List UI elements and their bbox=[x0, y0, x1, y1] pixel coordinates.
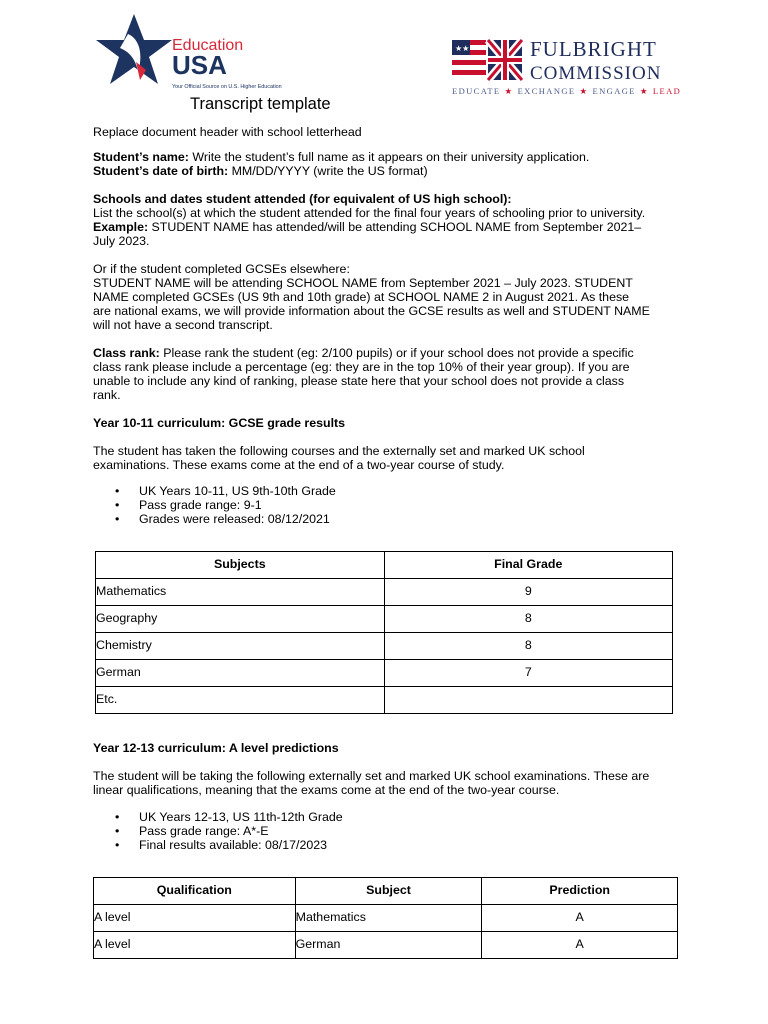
alt-line: will not have a second transcript. bbox=[93, 318, 273, 332]
alevel-desc-line: linear qualifications, meaning that the exams come at the end of the two-year course. bbox=[93, 783, 560, 797]
schools-heading: Schools and dates student attended (for equivalent of US high school): bbox=[93, 192, 512, 206]
example-line1: STUDENT NAME has attended/will be attending SCHOOL NAME from September 2021– bbox=[148, 220, 642, 234]
uk-flag-icon bbox=[488, 40, 522, 80]
example-line2: July 2023. bbox=[93, 234, 150, 248]
document-title: Transcript template bbox=[190, 95, 331, 113]
table-row bbox=[96, 579, 673, 606]
table-row bbox=[94, 932, 678, 959]
gcse-bullets bbox=[93, 484, 678, 526]
table-cell: A level bbox=[94, 905, 296, 932]
list-item: • Pass grade range: A*-E bbox=[93, 824, 678, 838]
list-item: • Final results available: 08/17/2023 bbox=[93, 838, 678, 852]
table-cell: Chemistry bbox=[96, 633, 385, 660]
intro-text: Replace document header with school letterhead bbox=[93, 125, 362, 139]
gcse-heading: Year 10-11 curriculum: GCSE grade results bbox=[93, 416, 346, 430]
edu-logo-line1: Education bbox=[172, 37, 244, 54]
alt-line: STUDENT NAME will be attending SCHOOL NAME from September 2021 – July 2023. STUDENT bbox=[93, 276, 633, 290]
table-cell: 8 bbox=[384, 606, 672, 633]
class-rank-line: unable to include any kind of ranking, please state here that your school does not provide a class bbox=[93, 374, 625, 388]
schools-line1: List the school(s) at which the student attended for the final four years of schooling prior to university. bbox=[93, 206, 646, 220]
schools-section bbox=[93, 192, 678, 248]
table-cell: Geography bbox=[96, 606, 385, 633]
table-cell: Mathematics bbox=[96, 579, 385, 606]
table-header: Subject bbox=[295, 878, 482, 905]
alevel-bullets bbox=[93, 810, 678, 852]
class-rank-line: class rank please include a percentage (eg: they are in the top 10% of their year group). If you are bbox=[93, 360, 630, 374]
list-item: • UK Years 10-11, US 9th-10th Grade bbox=[93, 484, 678, 498]
class-rank-line1: Please rank the student (eg: 2/100 pupils) or if your school does not provide a specific bbox=[159, 346, 634, 360]
table-cell: A bbox=[482, 905, 678, 932]
table-row bbox=[96, 687, 673, 714]
table-row bbox=[94, 905, 678, 932]
class-rank-section bbox=[93, 346, 678, 402]
list-item: • Pass grade range: 9-1 bbox=[93, 498, 678, 512]
fulbright-logo-line2: COMMISSION bbox=[530, 63, 662, 84]
table-cell: 8 bbox=[384, 633, 672, 660]
list-item: • Grades were released: 08/12/2021 bbox=[93, 512, 678, 526]
table-cell: German bbox=[96, 660, 385, 687]
table-header-row bbox=[96, 552, 673, 579]
example-label: Example: bbox=[93, 220, 149, 234]
svg-text:★★: ★★ bbox=[455, 44, 470, 53]
table-row bbox=[96, 633, 673, 660]
edu-logo-line2: USA bbox=[172, 50, 227, 80]
table-header-row bbox=[94, 878, 678, 905]
table-row bbox=[96, 606, 673, 633]
edu-logo-tagline: Your Official Source on U.S. Higher Education bbox=[172, 84, 282, 90]
gcse-desc-line: examinations. These exams come at the end of a two-year course of study. bbox=[93, 458, 505, 472]
table-header: Subjects bbox=[96, 552, 385, 579]
student-dob-text: MM/DD/YYYY (write the US format) bbox=[228, 164, 428, 178]
fulbright-logo-line1: FULBRIGHT bbox=[530, 37, 657, 61]
table-cell: German bbox=[295, 932, 482, 959]
list-item: • UK Years 12-13, US 11th-12th Grade bbox=[93, 810, 678, 824]
gcse-desc-line: The student has taken the following courses and the externally set and marked UK school bbox=[93, 444, 585, 458]
gcse-description bbox=[93, 444, 678, 472]
table-header: Prediction bbox=[482, 878, 678, 905]
table-cell: 7 bbox=[384, 660, 672, 687]
alevel-heading: Year 12-13 curriculum: A level predictions bbox=[93, 741, 339, 755]
fulbright-logo-tagline: EDUCATE ★ EXCHANGE ★ ENGAGE ★ LEAD bbox=[452, 86, 682, 96]
alt-schools-section bbox=[93, 262, 678, 332]
gcse-table bbox=[95, 551, 673, 714]
fulbright-commission-logo bbox=[452, 36, 682, 98]
table-header: Qualification bbox=[94, 878, 296, 905]
class-rank-line: rank. bbox=[93, 388, 121, 402]
student-name-label: Student’s name: bbox=[93, 150, 189, 164]
star-icon bbox=[96, 14, 172, 84]
student-name-text: Write the student’s full name as it appears on their university application. bbox=[188, 150, 590, 164]
table-row bbox=[96, 660, 673, 687]
table-cell: 9 bbox=[384, 579, 672, 606]
table-cell: A level bbox=[94, 932, 296, 959]
student-info bbox=[93, 150, 678, 178]
alt-line: NAME completed GCSEs (US 9th and 10th grade) at SCHOOL NAME 2 in August 2021. As these bbox=[93, 290, 630, 304]
table-header: Final Grade bbox=[384, 552, 672, 579]
alt-intro: Or if the student completed GCSEs elsewhere: bbox=[93, 262, 350, 276]
educationusa-logo bbox=[92, 12, 302, 92]
table-cell: Mathematics bbox=[295, 905, 482, 932]
table-cell bbox=[384, 687, 672, 714]
student-dob-label: Student’s date of birth: bbox=[93, 164, 229, 178]
alt-line: are national exams, we will provide information about the GCSE results as well and STUDENT NAME bbox=[93, 304, 650, 318]
alevel-description bbox=[93, 769, 678, 797]
alevel-table bbox=[93, 877, 678, 959]
table-cell: A bbox=[482, 932, 678, 959]
table-cell: Etc. bbox=[96, 687, 385, 714]
class-rank-label: Class rank: bbox=[93, 346, 160, 360]
us-flag-icon bbox=[452, 40, 486, 80]
alevel-desc-line: The student will be taking the following externally set and marked UK school examinations. These are bbox=[93, 769, 650, 783]
